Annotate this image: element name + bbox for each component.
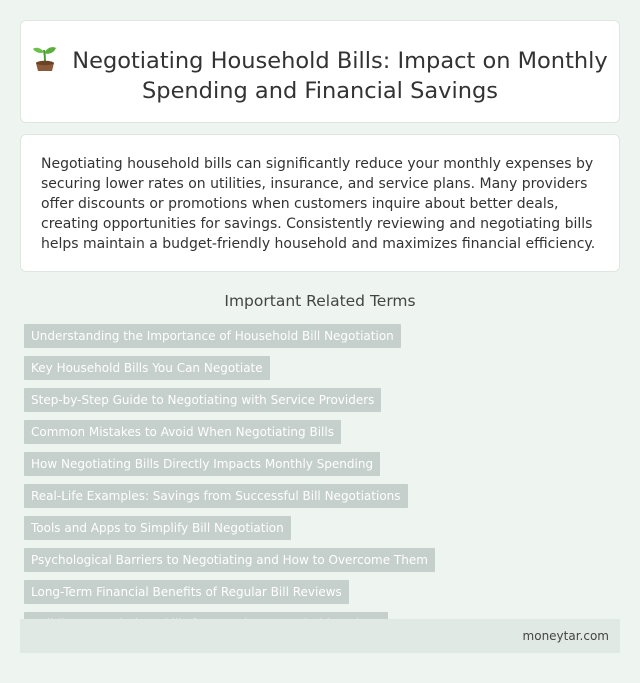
related-term-tag[interactable]: Psychological Barriers to Negotiating and How to Overcome Them — [24, 548, 435, 572]
related-term-tag[interactable]: How Negotiating Bills Directly Impacts Monthly Spending — [24, 452, 380, 476]
related-term-tag[interactable]: Step-by-Step Guide to Negotiating with Service Providers — [24, 388, 381, 412]
related-term-tag[interactable]: Long-Term Financial Benefits of Regular Bill Reviews — [24, 580, 349, 604]
page-title-text: Negotiating Household Bills: Impact on Monthly Spending and Financial Savings — [72, 48, 608, 104]
related-term-tag[interactable]: Common Mistakes to Avoid When Negotiating Bills — [24, 420, 341, 444]
title-card — [20, 20, 620, 123]
summary-text: Negotiating household bills can significantly reduce your monthly expenses by securing lower rates on utilities, insurance, and service plans. Many providers offer discounts or promotions when customers inquire about better deals, creating opportunities for savings. Consistently reviewing and negotiating bills helps maintain a budget-friendly household and maximizes financial efficiency. — [41, 156, 596, 252]
related-term-tag[interactable]: Key Household Bills You Can Negotiate — [24, 356, 270, 380]
related-term-tag[interactable]: Real-Life Examples: Savings from Successful Bill Negotiations — [24, 484, 408, 508]
footer-site[interactable]: moneytar.com — [522, 629, 609, 643]
related-term-tag[interactable]: Tools and Apps to Simplify Bill Negotiation — [24, 516, 291, 540]
sprout-icon — [32, 44, 58, 72]
related-term-tag[interactable]: Understanding the Importance of Household Bill Negotiation — [24, 324, 401, 348]
page-title — [21, 21, 619, 106]
footer — [20, 619, 620, 653]
related-terms-list — [20, 324, 620, 644]
related-terms-heading: Important Related Terms — [224, 292, 416, 310]
summary-card — [20, 134, 620, 272]
